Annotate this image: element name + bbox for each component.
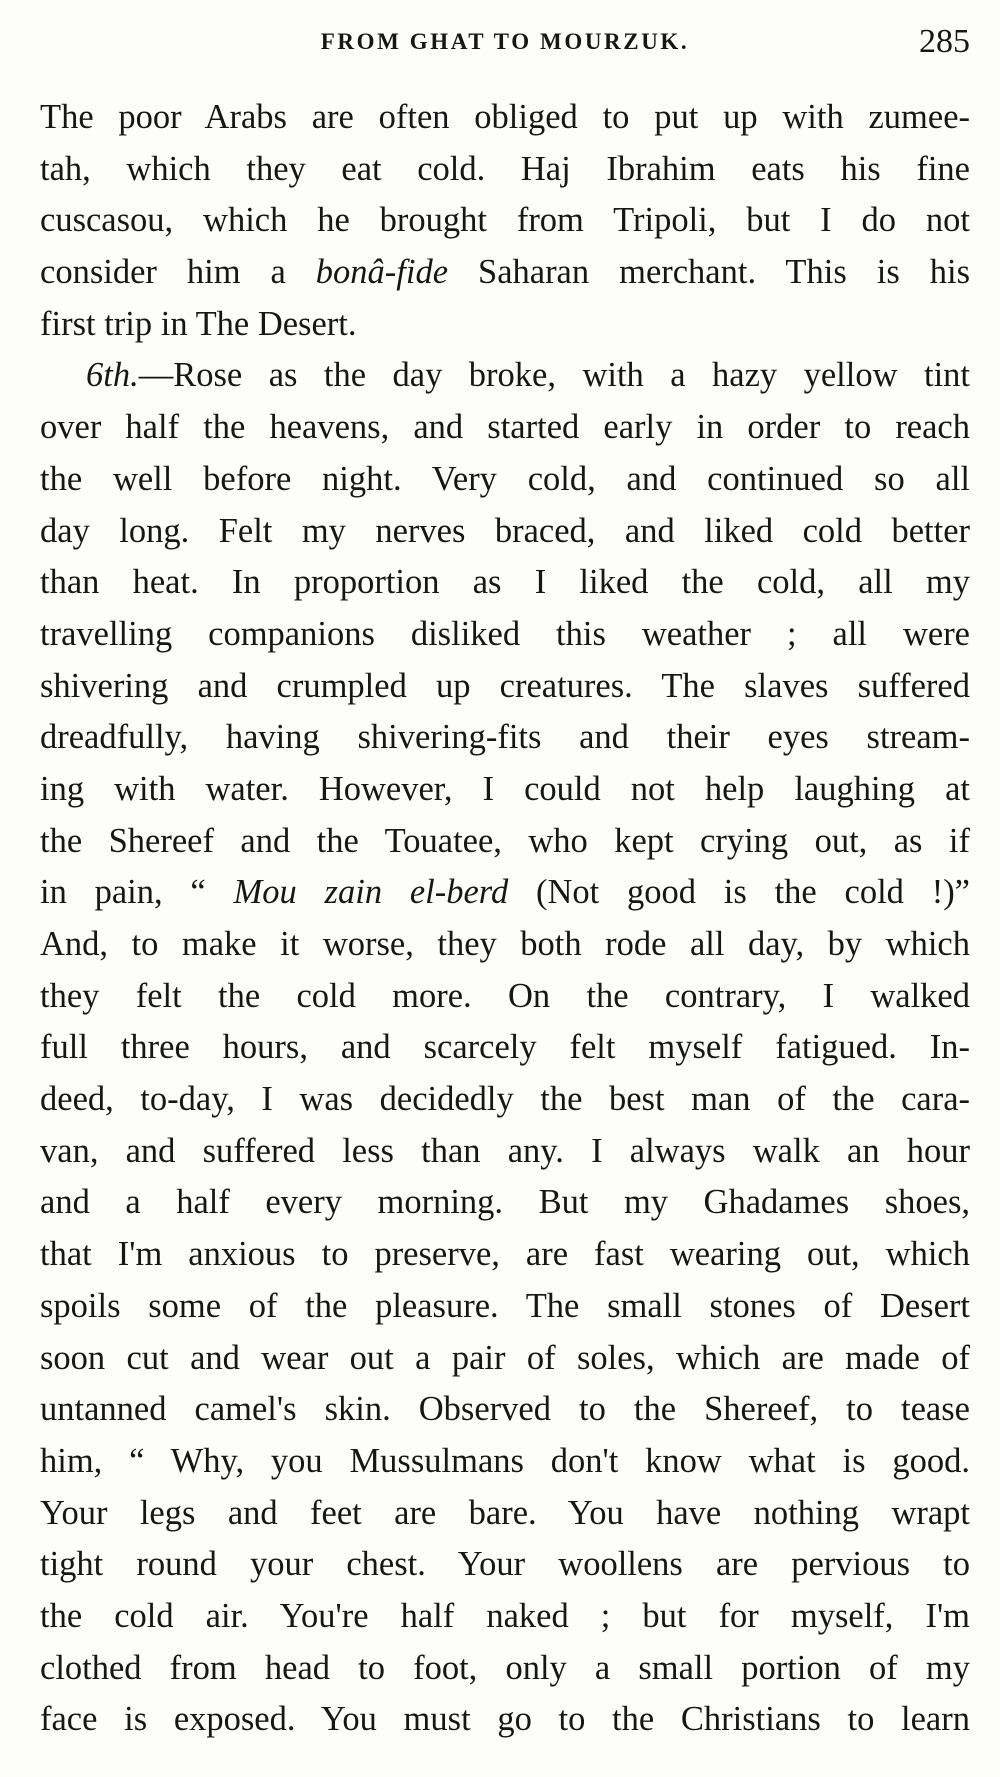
text-line: they felt the cold more. On the contrary, I walked bbox=[40, 976, 970, 1015]
text-line: spoils some of the pleasure. The small stones of Desert bbox=[40, 1286, 970, 1325]
text-line: shivering and crumpled up creatures. The slaves suffered bbox=[40, 666, 970, 705]
text-line: soon cut and wear out a pair of soles, which are made of bbox=[40, 1338, 970, 1377]
text-line: than heat. In proportion as I liked the cold, all my bbox=[40, 563, 970, 602]
page-header bbox=[40, 22, 970, 62]
text-line: him, “ Why, you Mussulmans don't know what is good. bbox=[40, 1441, 970, 1480]
text-line: ing with water. However, I could not help laughing at bbox=[40, 769, 970, 808]
text-line: full three hours, and scarcely felt myself fatigued. In- bbox=[40, 1028, 970, 1067]
text-line: tight round your chest. Your woollens are pervious to bbox=[40, 1545, 970, 1584]
text-line: first trip in The Desert. bbox=[40, 304, 357, 343]
text-line: van, and suffered less than any. I always walk an hour bbox=[40, 1131, 970, 1170]
text-line: deed, to-day, I was decidedly the best man of the cara- bbox=[40, 1080, 970, 1119]
text-line: that I'm anxious to preserve, are fast wearing out, which bbox=[40, 1235, 970, 1274]
text-line: and a half every morning. But my Ghadames shoes, bbox=[40, 1183, 970, 1222]
text-line: dreadfully, having shivering-fits and their eyes stream- bbox=[40, 718, 970, 757]
text-line: 6th.—Rose as the day broke, with a hazy yellow tint bbox=[86, 356, 970, 395]
text-line: The poor Arabs are often obliged to put up with zumee- bbox=[40, 98, 970, 136]
text-line: face is exposed. You must go to the Christians to learn bbox=[40, 1700, 970, 1739]
text-line: travelling companions disliked this weather ; all were bbox=[40, 614, 970, 653]
text-line: untanned camel's skin. Observed to the Shereef, to tease bbox=[40, 1390, 970, 1429]
text-line: And, to make it worse, they both rode all day, by which bbox=[40, 925, 970, 963]
page-number: 285 bbox=[919, 23, 970, 60]
text-line: cuscasou, which he brought from Tripoli, but I do not bbox=[40, 201, 970, 240]
text-line: Your legs and feet are bare. You have nothing wrapt bbox=[40, 1493, 970, 1532]
text-line: tah, which they eat cold. Haj Ibrahim eats his fine bbox=[40, 149, 970, 188]
text-line: consider him a bonâ-fide Saharan merchant. This is his bbox=[40, 253, 970, 292]
text-line: the well before night. Very cold, and continued so all bbox=[40, 459, 970, 498]
text-line: in pain, “ Mou zain el-berd (Not good is the cold !)” bbox=[40, 873, 970, 912]
running-head: FROM GHAT TO MOURZUK. bbox=[320, 29, 690, 54]
text-line: the Shereef and the Touatee, who kept crying out, as if bbox=[40, 821, 970, 860]
text-line: day long. Felt my nerves braced, and liked cold better bbox=[40, 511, 970, 550]
text-line: over half the heavens, and started early in order to reach bbox=[40, 408, 970, 447]
text-line: the cold air. You're half naked ; but for myself, I'm bbox=[40, 1596, 970, 1635]
body-text bbox=[40, 92, 970, 1746]
text-line: clothed from head to foot, only a small portion of my bbox=[40, 1648, 970, 1687]
